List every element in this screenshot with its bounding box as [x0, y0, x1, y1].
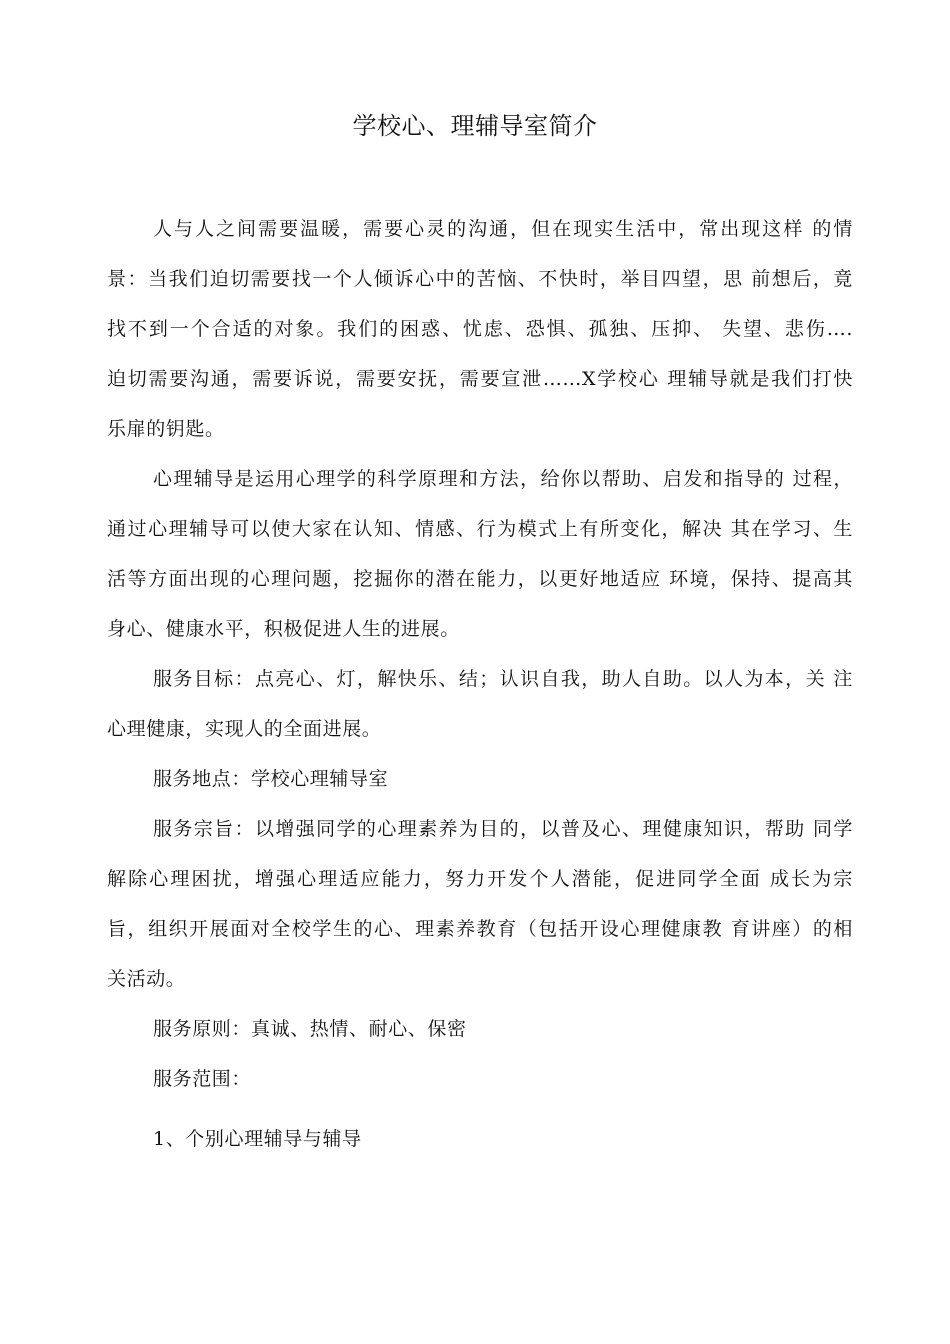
- text-line: 人与人之间需要温暖，需要心灵的沟通，但在现实生活中，常出现这样 的情: [153, 218, 853, 240]
- text-line: 关活动。: [107, 968, 186, 990]
- scope-list-item: 1、个别心理辅导与辅导: [153, 1128, 362, 1150]
- service-location: 服务地点：学校心理辅导室: [153, 768, 389, 790]
- text-line: 身心、健康水平，积极促进人生的进展。: [107, 618, 460, 640]
- text-line: 活等方面出现的心理问题，挖掘你的潜在能力，以更好地适应 环境，保持、提高其: [107, 568, 853, 590]
- text-line: 心理辅导是运用心理学的科学原理和方法，给你以帮助、启发和指导的 过程，: [153, 468, 853, 490]
- text-line: 乐扉的钥匙。: [107, 418, 225, 440]
- text-line: 解除心理困扰，增强心理适应能力，努力开发个人潜能，促进同学全面 成长为宗: [107, 868, 853, 890]
- paragraph-service-goal: [107, 654, 853, 754]
- text-line: 心理健康，实现人的全面进展。: [107, 718, 382, 740]
- paragraph-service-purpose: [107, 804, 853, 1004]
- text-line: 找不到一个合适的对象。我们的困惑、忧虑、恐惧、孤独、压抑、 失望、悲伤….: [107, 318, 853, 340]
- text-line: 通过心理辅导可以使大家在认知、情感、行为模式上有所变化，解决 其在学习、生: [107, 518, 853, 540]
- text-line: 服务宗旨：以增强同学的心理素养为目的，以普及心、理健康知识，帮助 同学: [153, 818, 853, 840]
- text-line: 迫切需要沟通，需要诉说，需要安抚，需要宣泄……X学校心 理辅导就是我们打快: [107, 368, 853, 390]
- paragraph-definition: [107, 454, 853, 654]
- text-line: 旨，组织开展面对全校学生的心、理素养教育（包括开设心理健康教 育讲座）的相: [107, 918, 853, 940]
- paragraph-introduction: [107, 204, 853, 454]
- service-scope-label: 服务范围：: [153, 1068, 252, 1090]
- text-line: 景：当我们迫切需要找一个人倾诉心中的苦恼、不快时，举目四望，思 前想后，竟: [107, 268, 853, 290]
- document-body: [107, 204, 853, 1164]
- document-title: 学校心、理辅导室简介: [352, 112, 598, 140]
- text-line: 服务目标：点亮心、灯，解快乐、结；认识自我，助人自助。以人为本，关 注: [153, 668, 853, 690]
- service-principles: 服务原则：真诚、热情、耐心、保密: [153, 1018, 467, 1040]
